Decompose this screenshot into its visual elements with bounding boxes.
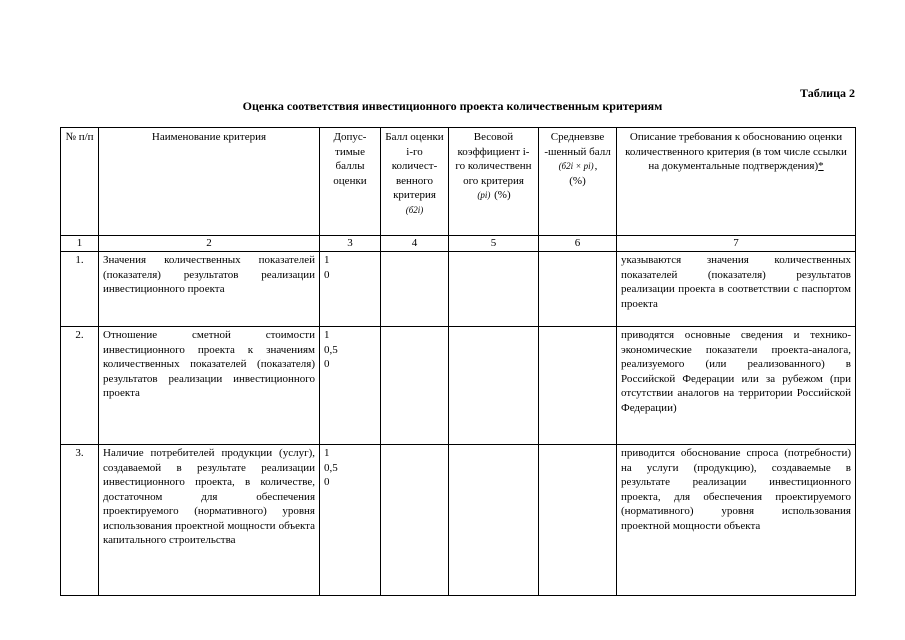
score-value: 1 <box>324 447 330 459</box>
footnote-mark: * <box>818 160 824 172</box>
row-number: 1. <box>61 252 99 327</box>
weight-cell <box>449 445 539 596</box>
criterion-description: приводятся основные сведения и технико-экономические показатели проекта-аналога, реализуемого (или реализованного) в Российской Федерации или за рубежом (при отсутствии аналогов на территории Российской Федерации) <box>617 327 856 445</box>
criterion-description: указываются значения количественных показателей (показателя) результатов реализации проекта в соответствии с паспортом проекта <box>617 252 856 327</box>
weighted-cell <box>539 252 617 327</box>
header-score <box>381 128 449 236</box>
table-row <box>61 327 856 445</box>
weighted-cell <box>539 445 617 596</box>
row-number: 2. <box>61 327 99 445</box>
criterion-name: Отношение сметной стоимости инвестиционного проекта к значениям количественных показателей (показателя) результатов реализации инвестиционного проекта <box>99 327 320 445</box>
header-name: Наименование критерия <box>99 128 320 236</box>
score-formula: (б2i) <box>405 204 424 215</box>
weighted-formula: (б2i × pi) <box>558 161 594 171</box>
criterion-description: приводится обоснование спроса (потребности) на услуги (продукцию), создаваемые в результате реализации инвестиционного проекта, для обеспечения проектируемого (нормативного) уровня использования проектной мощности объекта <box>617 445 856 596</box>
weight-unit: (%) <box>494 189 511 201</box>
score-value: 0 <box>324 476 330 488</box>
criteria-table <box>60 127 856 596</box>
header-weighted-label: Средневзве -шенный балл <box>544 131 611 158</box>
score-value: 1 <box>324 254 330 266</box>
table-title: Оценка соответствия инвестиционного проекта количественным критериям <box>242 99 663 113</box>
header-score-label: Балл оценки i-го количест-венного критерия <box>385 131 444 201</box>
header-weighted-score <box>539 128 617 236</box>
allowed-scores <box>320 327 381 445</box>
score-value: 0,5 <box>324 343 338 356</box>
weighted-unit: (%) <box>569 174 586 187</box>
score-cell <box>381 327 449 445</box>
row-number: 3. <box>61 445 99 596</box>
table-number: Таблица 2 <box>800 86 855 100</box>
table-row <box>61 252 856 327</box>
column-number: 5 <box>449 236 539 252</box>
score-value: 0 <box>324 358 330 370</box>
column-number-row <box>61 236 856 252</box>
criterion-name: Наличие потребителей продукции (услуг), создаваемой в результате реализации инвестиционного проекта, в количестве, достаточном для обеспечения проектируемого (нормативного) уровня использования проектной мощности объекта капитального строительства <box>99 445 320 596</box>
column-number: 7 <box>617 236 856 252</box>
header-weight <box>449 128 539 236</box>
header-description <box>617 128 856 236</box>
weight-cell <box>449 252 539 327</box>
column-number: 3 <box>320 236 381 252</box>
header-allowed-scores: Допус-тимые баллы оценки <box>320 128 381 236</box>
table-row <box>61 445 856 596</box>
criterion-name: Значения количественных показателей (показателя) результатов реализации инвестиционного проекта <box>99 252 320 327</box>
weight-formula: (pi) <box>477 190 491 200</box>
column-number: 1 <box>61 236 99 252</box>
header-no: № п/п <box>61 128 99 236</box>
score-cell <box>381 252 449 327</box>
allowed-scores <box>320 252 381 327</box>
column-number: 2 <box>99 236 320 252</box>
column-number: 4 <box>381 236 449 252</box>
score-value: 0,5 <box>324 461 338 474</box>
header-description-label: Описание требования к обоснованию оценки количественного критерия (в том числе ссылки на документальные подтверждения) <box>625 131 847 172</box>
allowed-scores <box>320 445 381 596</box>
column-number: 6 <box>539 236 617 252</box>
header-weight-label: Весовой коэффициент i-го количественн ого критерия <box>455 131 532 187</box>
header-row <box>61 128 856 236</box>
score-value: 0 <box>324 268 330 281</box>
weight-cell <box>449 327 539 445</box>
weighted-separator: , <box>594 160 598 172</box>
weighted-cell <box>539 327 617 445</box>
score-cell <box>381 445 449 596</box>
score-value: 1 <box>324 329 330 341</box>
